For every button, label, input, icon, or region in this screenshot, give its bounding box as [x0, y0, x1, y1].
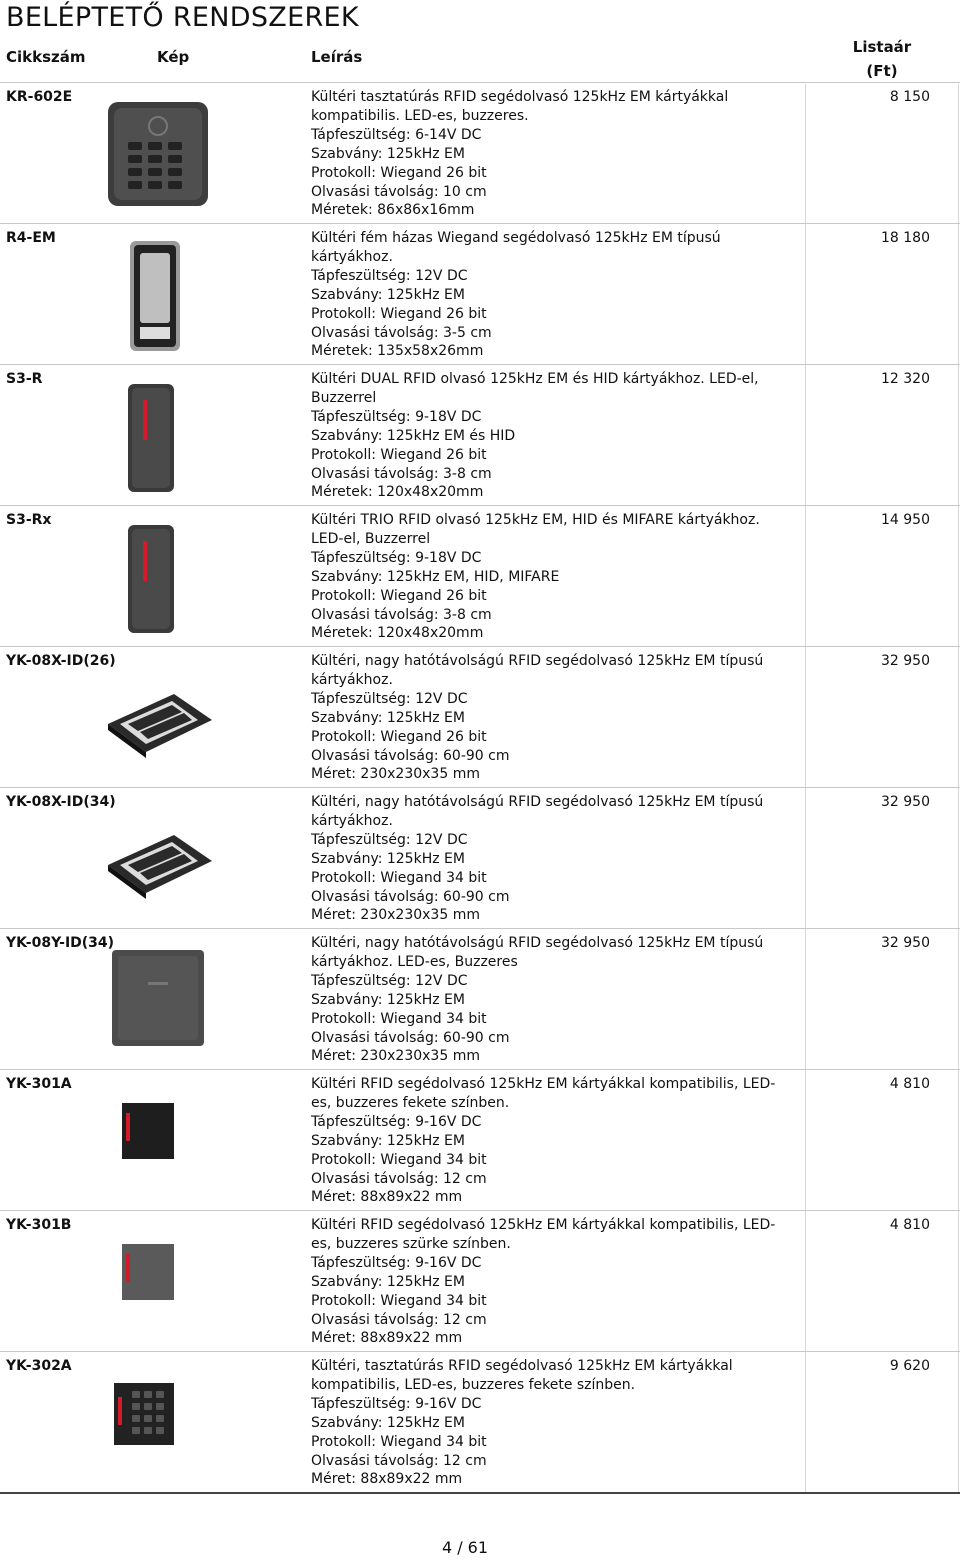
description-line: Kültéri fém házas Wiegand segédolvasó 125kHz EM típusú: [311, 230, 721, 246]
description-line: Tápfeszültség: 9-16V DC: [311, 1395, 482, 1412]
description-line: Protokoll: Wiegand 26 bit: [311, 446, 487, 463]
slim-reader-icon: [100, 378, 216, 496]
description-line: Kültéri, tasztatúrás RFID segédolvasó 125kHz EM kártyákkal: [311, 1358, 733, 1374]
description-line: Szabvány: 125kHz EM: [311, 709, 465, 726]
product-description: [311, 1216, 791, 1348]
description-line: Protokoll: Wiegand 26 bit: [311, 305, 487, 322]
metal-reader-icon: [100, 237, 216, 355]
product-code: S3-Rx: [6, 512, 52, 528]
description-line: Olvasási távolság: 3-8 cm: [311, 465, 492, 482]
description-line: Kültéri tasztatúrás RFID segédolvasó 125kHz EM kártyákkal: [311, 89, 729, 105]
row-separator: [0, 223, 960, 224]
table-row: [0, 1069, 960, 1210]
product-price: 9 620: [889, 1358, 930, 1374]
description-line: Olvasási távolság: 12 cm: [311, 1170, 487, 1187]
product-code: YK-301A: [6, 1076, 72, 1092]
row-separator: [0, 787, 960, 788]
description-line: kompatibilis, LED-es, buzzeres fekete színben.: [311, 1376, 636, 1393]
description-line: Tápfeszültség: 12V DC: [311, 267, 468, 284]
row-separator: [0, 928, 960, 929]
description-line: Protokoll: Wiegand 34 bit: [311, 869, 487, 886]
header-code: Cikkszám: [6, 48, 86, 66]
table-row: [0, 1351, 960, 1492]
product-price: 14 950: [881, 512, 930, 528]
description-line: Olvasási távolság: 60-90 cm: [311, 747, 510, 764]
description-line: es, buzzeres szürke színben.: [311, 1235, 511, 1252]
row-separator: [0, 646, 960, 647]
description-line: Olvasási távolság: 3-5 cm: [311, 324, 492, 341]
description-line: Méret: 230x230x35 mm: [311, 766, 480, 783]
table-bottom-border: [0, 1492, 960, 1494]
description-line: Szabvány: 125kHz EM, HID, MIFARE: [311, 568, 560, 585]
slim-reader-icon: [100, 519, 216, 637]
page-title: BELÉPTETŐ RENDSZEREK: [6, 2, 359, 33]
description-line: Kültéri, nagy hatótávolságú RFID segédolvasó 125kHz EM típusú: [311, 794, 764, 810]
description-line: LED-el, Buzzerrel: [311, 530, 431, 547]
description-line: es, buzzeres fekete színben.: [311, 1094, 510, 1111]
description-line: Méretek: 135x58x26mm: [311, 343, 484, 360]
description-line: Tápfeszültség: 9-18V DC: [311, 408, 482, 425]
description-line: Méret: 88x89x22 mm: [311, 1189, 463, 1206]
compact-keypad-reader-icon: [100, 1365, 216, 1483]
product-price: 32 950: [881, 653, 930, 669]
description-line: Olvasási távolság: 10 cm: [311, 183, 487, 200]
description-line: Méret: 88x89x22 mm: [311, 1330, 463, 1347]
product-description: [311, 934, 791, 1066]
row-separator: [0, 1069, 960, 1070]
description-line: Szabvány: 125kHz EM: [311, 286, 465, 303]
description-line: Méretek: 120x48x20mm: [311, 625, 484, 642]
description-line: Protokoll: Wiegand 26 bit: [311, 728, 487, 745]
product-description: [311, 511, 791, 643]
long-range-reader-icon: [100, 801, 216, 919]
table-row: [0, 1210, 960, 1351]
product-code: YK-08Y-ID(34): [6, 935, 115, 951]
description-line: Szabvány: 125kHz EM: [311, 1273, 465, 1290]
row-separator: [0, 364, 960, 365]
description-line: Olvasási távolság: 3-8 cm: [311, 606, 492, 623]
square-panel-reader-icon: [100, 942, 216, 1060]
table-row: [0, 82, 960, 223]
description-line: Szabvány: 125kHz EM és HID: [311, 427, 516, 444]
description-line: Szabvány: 125kHz EM: [311, 850, 465, 867]
description-line: Protokoll: Wiegand 34 bit: [311, 1151, 487, 1168]
product-description: [311, 370, 791, 502]
description-line: Kültéri, nagy hatótávolságú RFID segédolvasó 125kHz EM típusú: [311, 935, 764, 951]
description-line: Tápfeszültség: 6-14V DC: [311, 126, 482, 143]
table-row: [0, 223, 960, 364]
description-line: Kültéri, nagy hatótávolságú RFID segédolvasó 125kHz EM típusú: [311, 653, 764, 669]
description-line: Olvasási távolság: 60-90 cm: [311, 888, 510, 905]
description-line: Tápfeszültség: 12V DC: [311, 690, 468, 707]
product-price: 32 950: [881, 794, 930, 810]
keypad-reader-icon: [100, 96, 216, 214]
table-row: [0, 787, 960, 928]
compact-reader-gray-icon: [100, 1224, 216, 1342]
header-price-unit: (Ft): [866, 62, 898, 80]
description-line: kártyákhoz.: [311, 671, 393, 688]
table-row: [0, 646, 960, 787]
product-code: S3-R: [6, 371, 43, 387]
product-description: [311, 88, 791, 220]
product-code: YK-08X-ID(34): [6, 794, 116, 810]
page-number: 4 / 61: [441, 1538, 489, 1557]
description-line: Olvasási távolság: 12 cm: [311, 1452, 487, 1469]
product-code: YK-301B: [6, 1217, 72, 1233]
description-line: Méret: 88x89x22 mm: [311, 1471, 463, 1488]
description-line: Szabvány: 125kHz EM: [311, 1414, 465, 1431]
description-line: kártyákhoz. LED-es, Buzzeres: [311, 953, 518, 970]
product-price: 12 320: [881, 371, 930, 387]
table-row: [0, 928, 960, 1069]
product-description: [311, 652, 791, 784]
description-line: Kültéri RFID segédolvasó 125kHz EM kártyákkal kompatibilis, LED-: [311, 1076, 776, 1092]
description-line: Tápfeszültség: 9-16V DC: [311, 1254, 482, 1271]
row-separator: [0, 1351, 960, 1352]
product-price: 32 950: [881, 935, 930, 951]
header-description: Leírás: [311, 48, 363, 66]
description-line: Kültéri DUAL RFID olvasó 125kHz EM és HID kártyákhoz. LED-el,: [311, 371, 759, 387]
description-line: Méretek: 86x86x16mm: [311, 202, 475, 219]
row-separator: [0, 505, 960, 506]
row-separator: [0, 82, 960, 83]
product-code: R4-EM: [6, 230, 56, 246]
product-code: YK-08X-ID(26): [6, 653, 116, 669]
description-line: Szabvány: 125kHz EM: [311, 1132, 465, 1149]
description-line: kártyákhoz.: [311, 248, 393, 265]
table-row: [0, 505, 960, 646]
description-line: kompatibilis. LED-es, buzzeres.: [311, 107, 529, 124]
compact-reader-black-icon: [100, 1083, 216, 1201]
description-line: Buzzerrel: [311, 389, 377, 406]
description-line: Olvasási távolság: 12 cm: [311, 1311, 487, 1328]
row-separator: [0, 1210, 960, 1211]
header-price: Listaár: [852, 38, 912, 56]
description-line: Szabvány: 125kHz EM: [311, 991, 465, 1008]
description-line: Tápfeszültség: 9-18V DC: [311, 549, 482, 566]
description-line: kártyákhoz.: [311, 812, 393, 829]
long-range-reader-icon: [100, 660, 216, 778]
product-price: 4 810: [889, 1217, 930, 1233]
description-line: Kültéri RFID segédolvasó 125kHz EM kártyákkal kompatibilis, LED-: [311, 1217, 776, 1233]
description-line: Méret: 230x230x35 mm: [311, 907, 480, 924]
description-line: Tápfeszültség: 12V DC: [311, 831, 468, 848]
header-image: Kép: [157, 48, 190, 66]
product-code: KR-602E: [6, 89, 73, 105]
product-price: 8 150: [889, 89, 930, 105]
product-description: [311, 229, 791, 361]
product-description: [311, 1357, 791, 1489]
description-line: Tápfeszültség: 12V DC: [311, 972, 468, 989]
table-row: [0, 364, 960, 505]
product-price: 18 180: [881, 230, 930, 246]
description-line: Méret: 230x230x35 mm: [311, 1048, 480, 1065]
product-code: YK-302A: [6, 1358, 72, 1374]
description-line: Méretek: 120x48x20mm: [311, 484, 484, 501]
description-line: Protokoll: Wiegand 34 bit: [311, 1433, 487, 1450]
description-line: Protokoll: Wiegand 26 bit: [311, 164, 487, 181]
description-line: Olvasási távolság: 60-90 cm: [311, 1029, 510, 1046]
description-line: Szabvány: 125kHz EM: [311, 145, 465, 162]
description-line: Kültéri TRIO RFID olvasó 125kHz EM, HID és MIFARE kártyákhoz.: [311, 512, 760, 528]
description-line: Protokoll: Wiegand 34 bit: [311, 1010, 487, 1027]
product-price: 4 810: [889, 1076, 930, 1092]
product-description: [311, 793, 791, 925]
description-line: Tápfeszültség: 9-16V DC: [311, 1113, 482, 1130]
product-description: [311, 1075, 791, 1207]
description-line: Protokoll: Wiegand 34 bit: [311, 1292, 487, 1309]
description-line: Protokoll: Wiegand 26 bit: [311, 587, 487, 604]
